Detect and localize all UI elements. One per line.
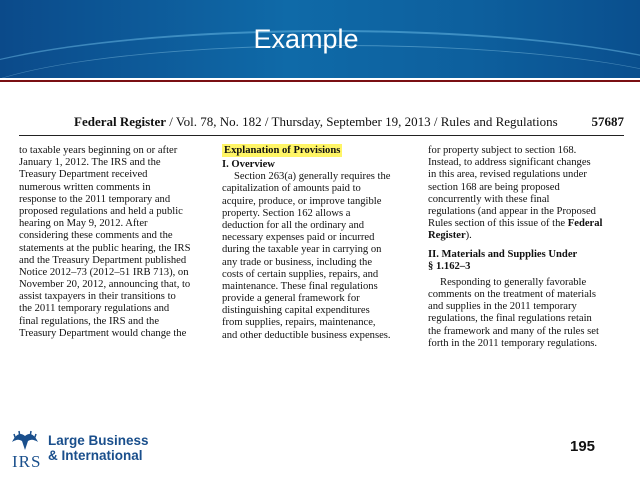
text-line: capitalization of amounts paid to [222,183,361,195]
text-line: regulations (and appear in the Proposed [428,205,596,217]
text-line: the framework and many of the rules set [428,325,599,337]
text-line: statements at the public hearing, the IRS [19,242,191,254]
text-line: proposed regulations and held a public [19,205,183,217]
text-line: Treasury Department received [19,169,148,181]
page-reference: 57687 [591,114,624,129]
agency-name: IRS [12,452,42,471]
page-number: 195 [570,438,596,455]
text-line: January 1, 2012. The IRS and the [19,157,161,169]
highlighted-heading: Explanation of Provisions [224,145,341,156]
text-line: and the Treasury Department published [19,254,187,266]
issue-info: / Vol. 78, No. 182 / Thursday, September 19, 2013 / Rules and Regulations [166,114,558,129]
text-line: comments on the treatment of materials [428,289,596,301]
text-fragment: Rules section of this issue of the [428,218,568,230]
text-line: for property subject to section 168. [428,145,577,156]
text-line: costs of certain supplies, repairs, and [222,268,379,280]
text-line: distinguishing capital expenditures [222,305,370,317]
text-line [428,218,624,230]
text-line: section 168 are being proposed [428,181,560,193]
text-line: in this area, revised regulations under [428,169,587,181]
column-2 [222,145,422,342]
fr-reference: Register [428,230,466,242]
masthead-rule [19,135,624,136]
text-line: deduction for all the ordinary and [222,219,365,231]
text-line: Instead, to address significant changes [428,157,591,169]
text-line: acquire, produce, or improve tangible [222,195,382,207]
text-line: hearing on May 9, 2012. After [19,218,148,230]
text-line: necessary expenses paid or incurred [222,232,375,244]
text-line: provide a general framework for [222,293,360,305]
text-line: maintenance. These final regulations [222,280,378,292]
text-line: and other deductible business expenses. [222,329,391,341]
text-line: Section 263(a) generally requires the [234,171,391,183]
slide-header [0,0,640,78]
division-name: Large Business [48,433,149,448]
header-divider [0,80,640,82]
slide-title: Example [253,24,359,54]
column-1 [19,145,214,340]
text-line: numerous written comments in [19,181,151,193]
text-line: November 20, 2012, announcing that, to [19,279,191,291]
irs-eagle-icon [10,428,40,452]
masthead [74,114,624,132]
section-heading: § 1.162–3 [428,260,471,272]
text-line: assist taxpayers in their transitions to [19,291,176,303]
text-line: during the taxable year in carrying on [222,244,382,256]
publication-name: Federal Register [74,114,167,129]
text-line: from supplies, repairs, maintenance, [222,317,376,329]
text-line: final regulations, the IRS and the [19,315,160,327]
column-3 [428,145,624,350]
text-line: Notice 2012–73 (2012–51 IRB 713), on [19,266,189,278]
section-heading: I. Overview [222,159,275,170]
text-line: forth in the 2011 temporary regulations. [428,337,598,349]
text-line: and supplies in the 2011 temporary [428,301,577,313]
text-line: concurrently with these final [428,193,550,205]
text-line [428,230,624,242]
text-line: property. Section 162 allows a [222,207,351,219]
text-line: Treasury Department would change the [19,327,187,339]
section-heading: II. Materials and Supplies Under [428,248,578,260]
text-line: the 2011 temporary regulations and [19,303,170,315]
text-line: considering these comments and the [19,230,173,242]
federal-register-excerpt [19,111,624,361]
division-name: & International [48,448,143,463]
text-line: to taxable years beginning on or after [19,145,178,156]
text-line: response to the 2011 temporary and [19,193,171,205]
text-line: Responding to generally favorable [440,276,587,288]
text-line: regulations, the final regulations retain [428,313,592,325]
text-line: any trade or business, including the [222,256,373,268]
punctuation: ). [465,230,472,242]
fr-reference: Federal [567,218,603,230]
irs-lbi-logo [10,428,160,472]
